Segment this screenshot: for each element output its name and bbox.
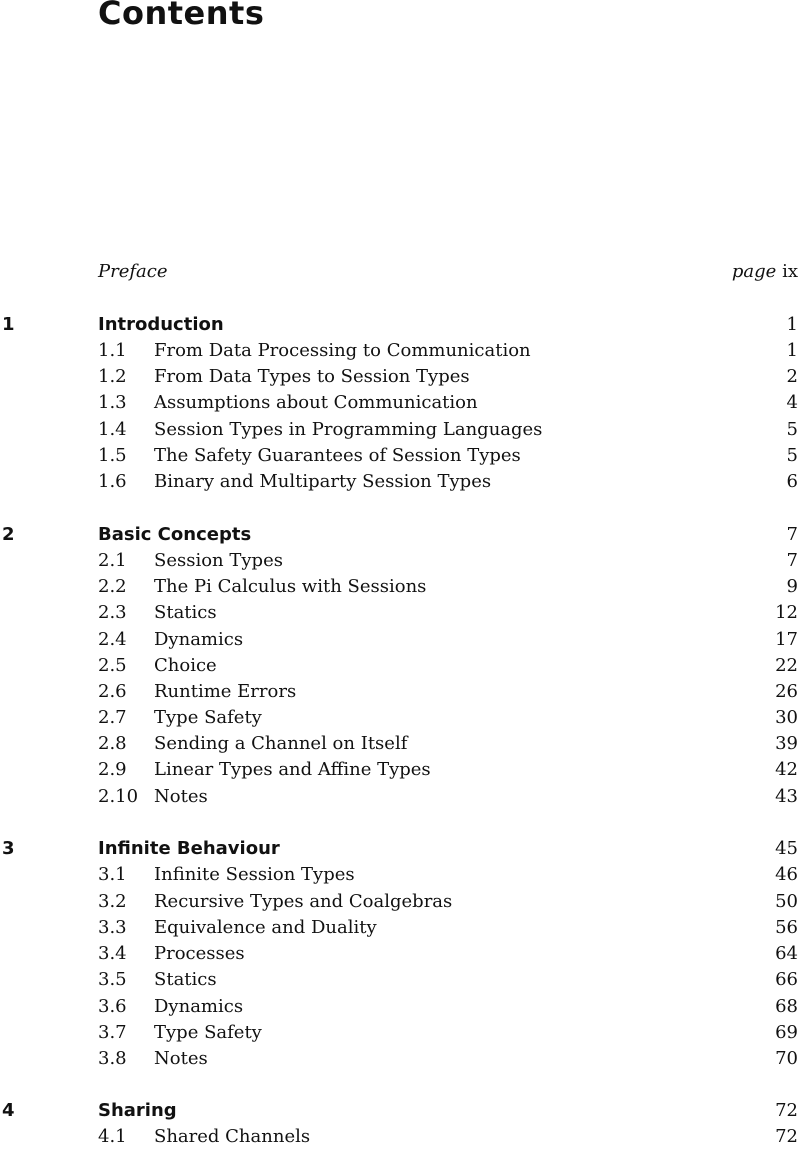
section-page: 56	[775, 917, 798, 938]
toc-section-row[interactable]	[0, 390, 800, 416]
toc-chapter-row[interactable]	[0, 1098, 800, 1124]
toc-section-row[interactable]	[0, 600, 800, 626]
section-number: 3.4	[98, 943, 127, 964]
section-page: 42	[775, 759, 798, 780]
section-title: From Data Types to Session Types	[154, 366, 470, 387]
toc-section-row[interactable]	[0, 784, 800, 810]
section-number: 1.5	[98, 445, 127, 466]
section-page: 6	[786, 471, 798, 492]
section-title: Recursive Types and Coalgebras	[154, 891, 453, 912]
section-number: 3.7	[98, 1022, 127, 1043]
section-title: Statics	[154, 969, 217, 990]
section-page: 46	[775, 864, 798, 885]
page-title: Contents	[98, 0, 265, 32]
toc-section-row[interactable]	[0, 889, 800, 915]
chapter-title: Basic Concepts	[98, 524, 252, 545]
section-number: 2.8	[98, 733, 127, 754]
toc-section-row[interactable]	[0, 1020, 800, 1046]
section-title: Session Types in Programming Languages	[154, 419, 543, 440]
section-title: Sending a Channel on Itself	[154, 733, 408, 754]
section-title: Infinite Session Types	[154, 864, 355, 885]
section-page: 72	[775, 1126, 798, 1147]
section-number: 2.6	[98, 681, 127, 702]
section-number: 1.2	[98, 366, 127, 387]
section-page: 50	[775, 891, 798, 912]
section-number: 2.1	[98, 550, 127, 571]
section-title: Processes	[154, 943, 245, 964]
section-number: 3.8	[98, 1048, 127, 1069]
section-number: 1.1	[98, 340, 127, 361]
toc-section-row[interactable]	[0, 469, 800, 495]
chapter-page: 72	[775, 1100, 798, 1121]
section-number: 2.5	[98, 655, 127, 676]
section-page: 7	[786, 550, 798, 571]
section-page: 64	[775, 943, 798, 964]
section-title: Shared Channels	[154, 1126, 311, 1147]
toc-section-row[interactable]	[0, 548, 800, 574]
section-title: The Pi Calculus with Sessions	[154, 576, 427, 597]
section-title: Choice	[154, 655, 217, 676]
chapter-page: 7	[786, 524, 798, 545]
section-title: Binary and Multiparty Session Types	[154, 471, 492, 492]
section-title: Type Safety	[154, 1022, 262, 1043]
section-number: 4.1	[98, 1126, 127, 1147]
section-number: 2.7	[98, 707, 127, 728]
toc-section-row[interactable]	[0, 994, 800, 1020]
section-page: 39	[775, 733, 798, 754]
chapter-number: 3	[2, 838, 15, 859]
section-title: The Safety Guarantees of Session Types	[154, 445, 521, 466]
section-number: 3.6	[98, 996, 127, 1017]
section-page: 2	[786, 366, 798, 387]
section-number: 1.3	[98, 392, 127, 413]
preface-title: Preface	[98, 261, 168, 282]
section-page: 43	[775, 786, 798, 807]
section-title: Dynamics	[154, 996, 244, 1017]
chapter-page: 1	[786, 314, 798, 335]
section-title: Runtime Errors	[154, 681, 297, 702]
toc-section-row[interactable]	[0, 1046, 800, 1072]
section-number: 2.3	[98, 602, 127, 623]
section-number: 2.10	[98, 786, 139, 807]
toc-section-row[interactable]	[0, 967, 800, 993]
toc-section-row[interactable]	[0, 731, 800, 757]
section-number: 2.2	[98, 576, 127, 597]
section-title: Notes	[154, 1048, 208, 1069]
section-number: 3.5	[98, 969, 127, 990]
section-title: Linear Types and Affine Types	[154, 759, 431, 780]
section-title: Type Safety	[154, 707, 262, 728]
section-title: Session Types	[154, 550, 283, 571]
toc-section-row[interactable]	[0, 941, 800, 967]
section-page: 9	[786, 576, 798, 597]
toc-chapter-row[interactable]	[0, 836, 800, 862]
section-page: 22	[775, 655, 798, 676]
section-title: Equivalence and Duality	[154, 917, 377, 938]
section-number: 1.6	[98, 471, 127, 492]
section-page: 26	[775, 681, 798, 702]
chapter-number: 4	[2, 1100, 15, 1121]
section-page: 69	[775, 1022, 798, 1043]
section-page: 30	[775, 707, 798, 728]
toc-section-row[interactable]	[0, 757, 800, 783]
chapter-number: 2	[2, 524, 15, 545]
chapter-title: Infinite Behaviour	[98, 838, 280, 859]
section-page: 1	[786, 340, 798, 361]
toc-section-row[interactable]	[0, 364, 800, 390]
section-page: 5	[786, 419, 798, 440]
section-title: From Data Processing to Communication	[154, 340, 531, 361]
preface-page	[732, 259, 798, 285]
section-number: 3.1	[98, 864, 127, 885]
section-page: 4	[786, 392, 798, 413]
chapter-title: Sharing	[98, 1100, 177, 1121]
preface-page-number: ix	[782, 261, 798, 282]
toc-section-row[interactable]	[0, 1124, 800, 1150]
section-page: 70	[775, 1048, 798, 1069]
section-number: 3.3	[98, 917, 127, 938]
chapter-page: 45	[775, 838, 798, 859]
section-page: 68	[775, 996, 798, 1017]
section-page: 5	[786, 445, 798, 466]
section-title: Dynamics	[154, 629, 244, 650]
toc-section-row[interactable]	[0, 338, 800, 364]
toc-section-row[interactable]	[0, 915, 800, 941]
toc-chapter-row[interactable]	[0, 522, 800, 548]
section-page: 66	[775, 969, 798, 990]
toc-section-row[interactable]	[0, 574, 800, 600]
section-page: 17	[775, 629, 798, 650]
section-number: 2.4	[98, 629, 127, 650]
section-number: 2.9	[98, 759, 127, 780]
toc-preface-row[interactable]	[0, 259, 800, 285]
section-number: 1.4	[98, 419, 127, 440]
section-page: 12	[775, 602, 798, 623]
toc-section-row[interactable]	[0, 417, 800, 443]
section-title: Assumptions about Communication	[154, 392, 478, 413]
page-prefix: page	[731, 261, 777, 282]
chapter-title: Introduction	[98, 314, 224, 335]
toc-section-row[interactable]	[0, 705, 800, 731]
section-title: Statics	[154, 602, 217, 623]
section-number: 3.2	[98, 891, 127, 912]
toc-section-row[interactable]	[0, 443, 800, 469]
toc-chapter-row[interactable]	[0, 312, 800, 338]
toc-section-row[interactable]	[0, 653, 800, 679]
toc-section-row[interactable]	[0, 627, 800, 653]
toc-section-row[interactable]	[0, 862, 800, 888]
section-title: Notes	[154, 786, 208, 807]
chapter-number: 1	[2, 314, 15, 335]
toc-section-row[interactable]	[0, 679, 800, 705]
